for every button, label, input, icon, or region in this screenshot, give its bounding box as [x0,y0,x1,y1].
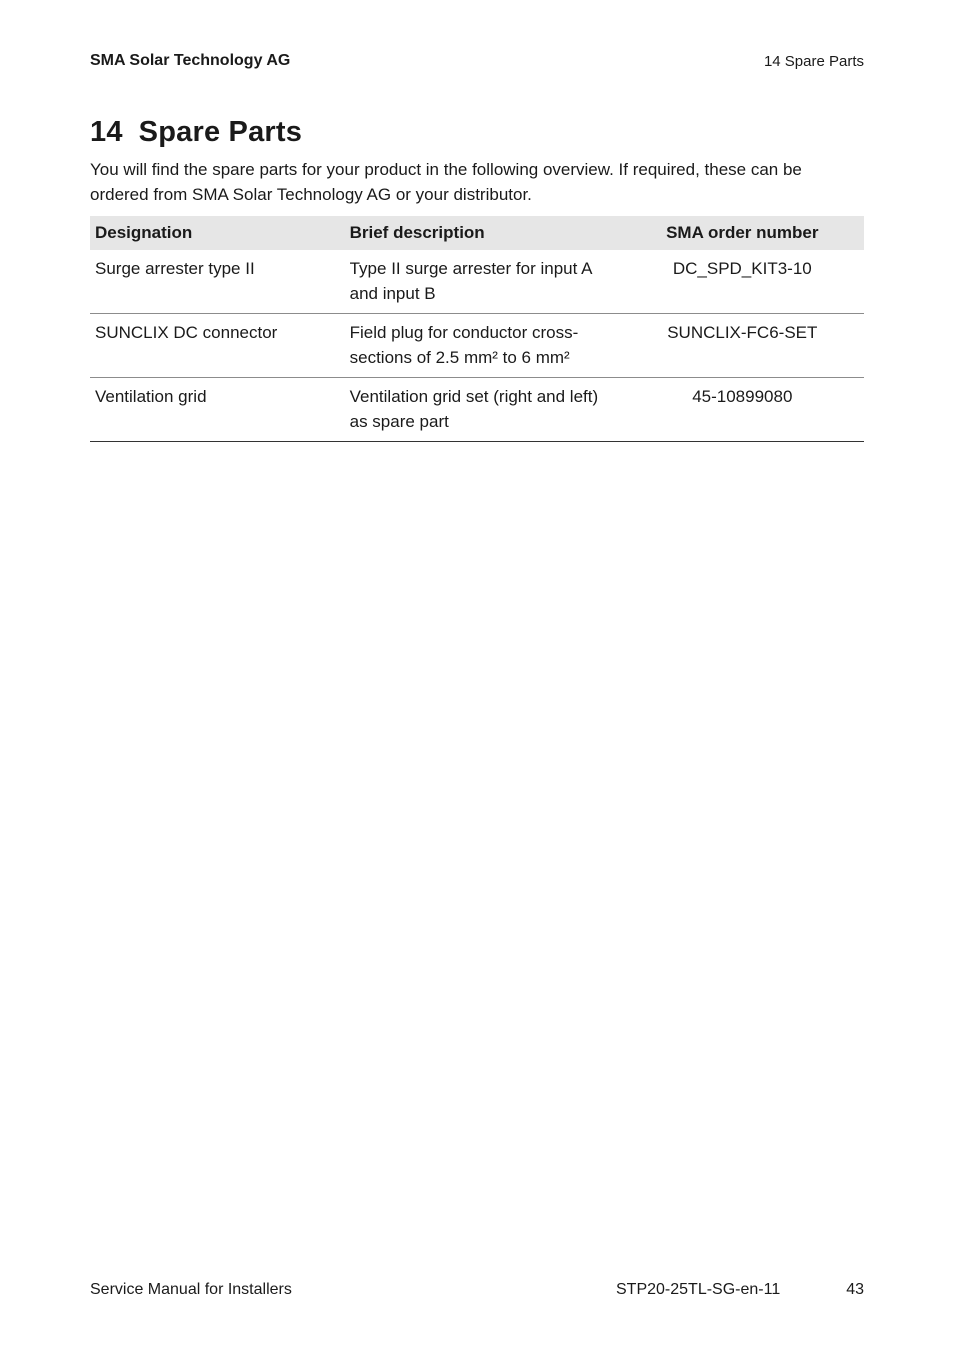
header-company: SMA Solar Technology AG [90,52,291,69]
cell-description: Ventilation grid set (right and left) as spare part [345,378,621,442]
table-row [90,378,864,442]
spare-parts-table [90,216,864,442]
cell-order-number: DC_SPD_KIT3-10 [621,250,864,314]
table-row [90,250,864,314]
cell-description: Type II surge arrester for input A and input B [345,250,621,314]
chapter-title [90,116,302,149]
footer-doc-code: STP20-25TL-SG-en-11 [616,1281,781,1298]
column-header-designation: Designation [90,216,345,250]
footer-manual-title: Service Manual for Installers [90,1281,292,1298]
cell-designation: Ventilation grid [90,378,345,442]
table-header-row [90,216,864,250]
column-header-order-number: SMA order number [621,216,864,250]
cell-order-number: SUNCLIX-FC6-SET [621,314,864,378]
chapter-number: 14 [90,116,123,148]
page-number: 43 [846,1281,864,1298]
cell-designation: SUNCLIX DC connector [90,314,345,378]
cell-designation: Surge arrester type II [90,250,345,314]
intro-paragraph: You will find the spare parts for your product in the following overview. If required, these can be ordered from SMA Solar Technology AG or your distributor. [90,160,802,204]
header-section: 14 Spare Parts [763,53,864,70]
table-row [90,314,864,378]
column-header-description: Brief description [345,216,621,250]
cell-order-number: 45-10899080 [621,378,864,442]
chapter-title-text: Spare Parts [138,116,303,148]
cell-description: Field plug for conductor cross-sections of 2.5 mm² to 6 mm² [345,314,621,378]
